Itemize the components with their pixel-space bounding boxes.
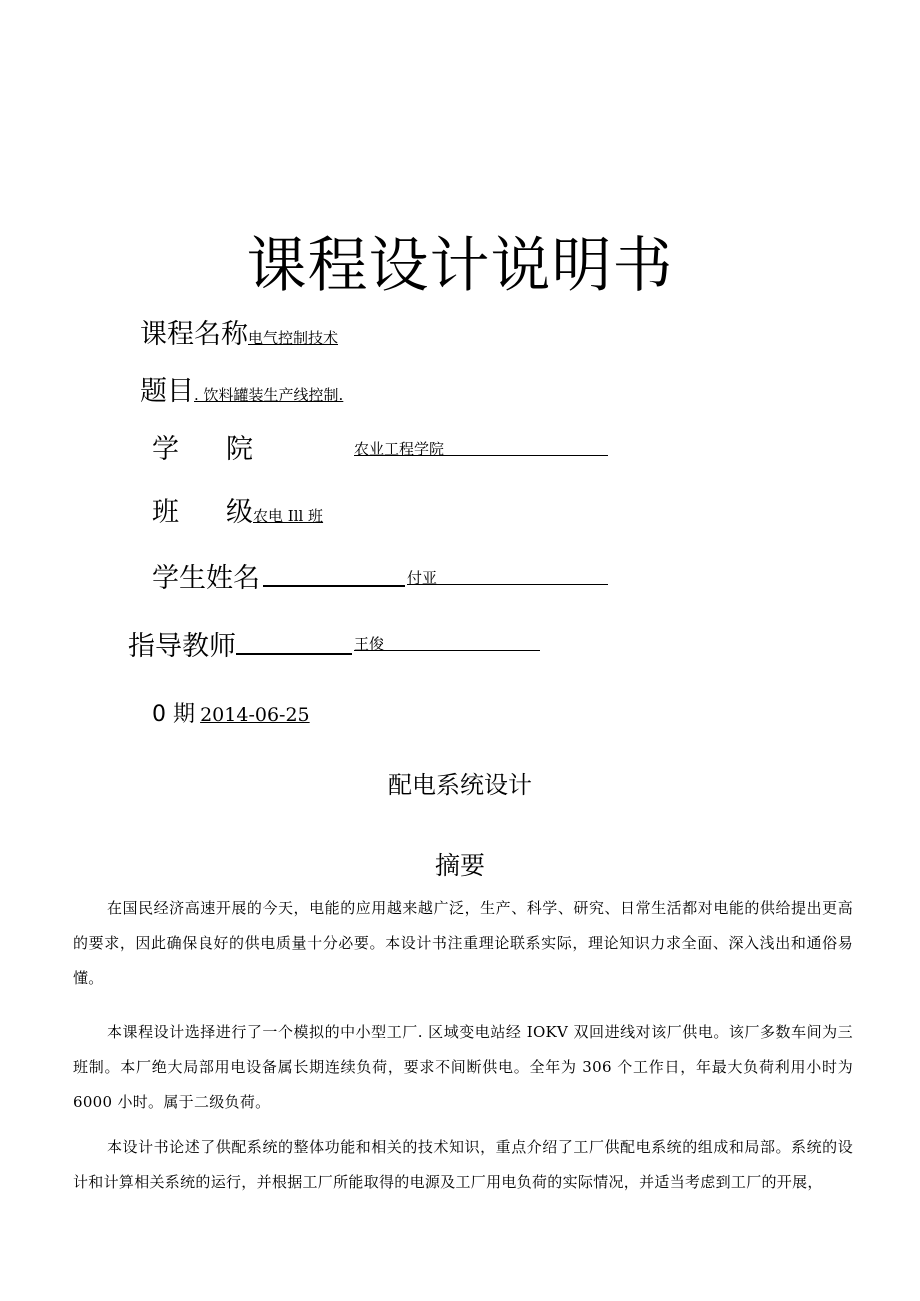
advisor-value: 王俊	[354, 635, 385, 653]
advisor-underline-thick	[236, 653, 352, 655]
course-name-label: 课程名称	[140, 319, 248, 350]
student-name-underline	[407, 584, 608, 585]
advisor-underline	[354, 650, 540, 651]
course-name-value: 电气控制技术	[248, 329, 339, 347]
college-label-1: 学	[152, 434, 179, 465]
date-value: 2014-06-25	[200, 704, 310, 726]
college-label-2: 院	[226, 434, 253, 465]
class-row	[226, 490, 323, 529]
abstract-paragraph-3: 本设计书论述了供配系统的整体功能和相关的技术知识，重点介绍了工厂供配电系统的组成和局部。系统的设计和计算相关系统的运行，并根据工厂所能取得的电源及工厂用电负荷的实际情况，并适当考虑到工厂的开展，	[73, 1138, 853, 1191]
student-name-value: 付亚	[407, 569, 438, 587]
student-name-label: 学生姓名	[152, 563, 260, 594]
class-value: 农电 Ill 班	[253, 507, 324, 525]
course-name-row	[140, 312, 338, 351]
date-label: 0 期	[152, 702, 195, 727]
document-title: 课程设计说明书	[246, 231, 674, 301]
class-label-1: 班	[152, 497, 179, 528]
topic-value: . 饮料罐装生产线控制.	[194, 386, 344, 404]
advisor-label: 指导教师	[128, 631, 236, 662]
college-underline	[354, 455, 608, 456]
college-value: 农业工程学院	[354, 440, 445, 458]
date-row	[152, 697, 310, 728]
topic-label: 题目	[140, 376, 194, 407]
abstract-paragraph-2: 本课程设计选择进行了一个模拟的中小型工厂. 区域变电站经 IOKV 双回进线对该厂供电。该厂多数车间为三班制。本厂绝大局部用电设备属长期连续负荷，要求不间断供电。全年为 306 个工作日，年最大负荷利用小时为 6000 小时。属于二级负荷。	[73, 1023, 853, 1111]
class-label-2: 级	[226, 497, 253, 528]
student-name-underline-thick	[263, 585, 405, 587]
abstract-paragraph-1: 在国民经济高速开展的今天，电能的应用越来越广泛，生产、科学、研究、日常生活都对电能的供给提出更高的要求，因此确保良好的供电质量十分必要。本设计书注重理论联系实际，理论知识力求全面、深入浅出和通俗易懂。	[73, 899, 853, 987]
topic-row	[140, 369, 343, 408]
abstract-title: 摘要	[434, 851, 485, 880]
document-subtitle: 配电系统设计	[388, 771, 532, 799]
